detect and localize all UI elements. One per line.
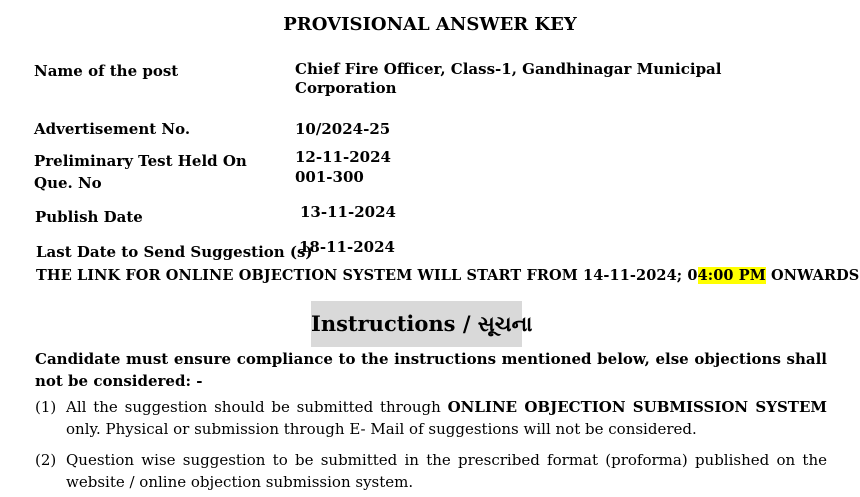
advertisement-value: 10/2024-25 [295,120,391,138]
objection-link-notice-text: THE LINK FOR ONLINE OBJECTION SYSTEM WILL START FROM 14-11-2024; 0 [36,267,698,284]
page-title: PROVISIONAL ANSWER KEY [283,14,577,35]
objection-link-notice [36,267,859,284]
last-date-label: Last Date to Send Suggestion (s) [36,243,313,261]
instruction-item-1-text-end: only. Physical or submission through E- Mail of suggestions will not be considered. [66,420,697,438]
objection-link-notice-suffix: ONWARDS [765,267,860,284]
question-number-value: 001-300 [295,168,364,186]
objection-link-time-highlight: 4:00 PM [697,267,766,284]
post-name-label: Name of the post [34,62,179,80]
publish-date-value: 13-11-2024 [300,203,396,221]
publish-date-label: Publish Date [35,208,143,226]
instruction-item-2-text: Question wise suggestion to be submitted in the prescribed format (proforma) published on the website / online objection submission system. [66,451,827,491]
post-name-value-line1: Chief Fire Officer, Class-1, Gandhinagar Municipal [295,60,722,78]
instruction-item-2-number: (2) [35,451,57,469]
test-date-value: 12-11-2024 [295,148,391,166]
last-date-value: 18-11-2024 [299,238,395,256]
instruction-item-1 [35,396,827,440]
instruction-item-1-text [66,396,827,440]
instructions-heading: Instructions / સૂચના [311,311,533,336]
advertisement-label: Advertisement No. [34,120,191,138]
instruction-item-1-text-start: All the suggestion should be submitted through [66,398,448,416]
test-date-label: Preliminary Test Held On [34,152,247,170]
instruction-item-2 [35,449,827,493]
question-number-label: Que. No [34,174,102,192]
instruction-item-1-number: (1) [35,398,57,416]
instructions-intro: Candidate must ensure compliance to the instructions mentioned below, else objections shall not be considered: - [35,350,827,390]
instruction-item-1-emphasis: ONLINE OBJECTION SUBMISSION SYSTEM [447,398,827,416]
post-name-value-line2: Corporation [295,79,397,97]
